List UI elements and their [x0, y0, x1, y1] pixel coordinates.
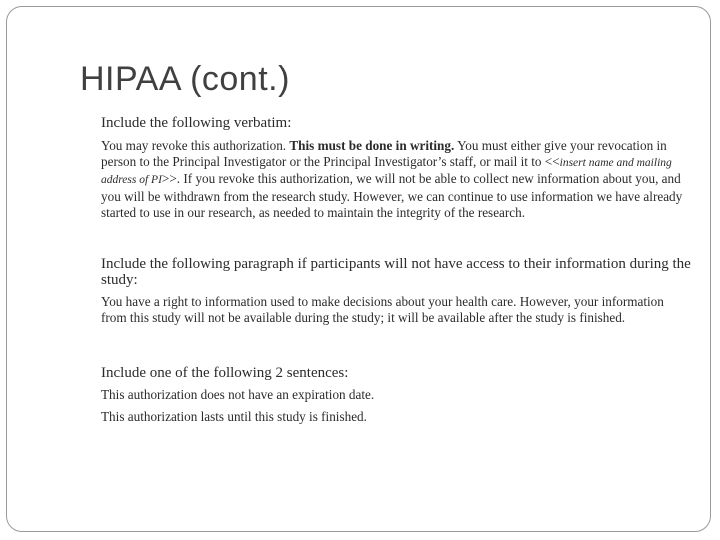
section-verbatim: [101, 115, 691, 221]
revocation-emphasis: This must be done in writing.: [289, 138, 455, 153]
insert-open: <<: [544, 153, 560, 169]
expiration-heading: Include one of the following 2 sentences:: [101, 365, 349, 381]
revocation-paragraph: [101, 138, 691, 221]
no-access-paragraph: You have a right to information used to make decisions about your health care. However, your information from this study will not be available during the study; it will be available after the study is finished.: [101, 294, 664, 325]
slide-title: HIPAA (cont.): [80, 60, 290, 98]
revocation-text-b: You must either give your revocation in person to the Principal Investigator or the Principal Investigator’s staff, or mail it to: [101, 138, 667, 169]
verbatim-heading: Include the following verbatim:: [101, 115, 292, 131]
insert-close: >>: [161, 171, 177, 187]
revocation-text-a: You may revoke this authorization.: [101, 138, 290, 153]
revocation-text-c: . If you revoke this authorization, we will not be able to collect new information about you, and you will be withdrawn from the research study. However, we can continue to use information we have already started to use in our research, as needed to maintain the integrity of the research.: [101, 171, 683, 220]
section-expiration: [101, 365, 691, 425]
section-no-access: [101, 256, 691, 325]
no-access-heading: Include the following paragraph if participants will not have access to their information during the study:: [101, 256, 691, 288]
expiration-sentence-2: This authorization lasts until this study is finished.: [101, 409, 367, 424]
insert-placeholder: insert name and mailing address of PI: [101, 156, 672, 187]
expiration-sentence-1: This authorization does not have an expiration date.: [101, 387, 375, 402]
